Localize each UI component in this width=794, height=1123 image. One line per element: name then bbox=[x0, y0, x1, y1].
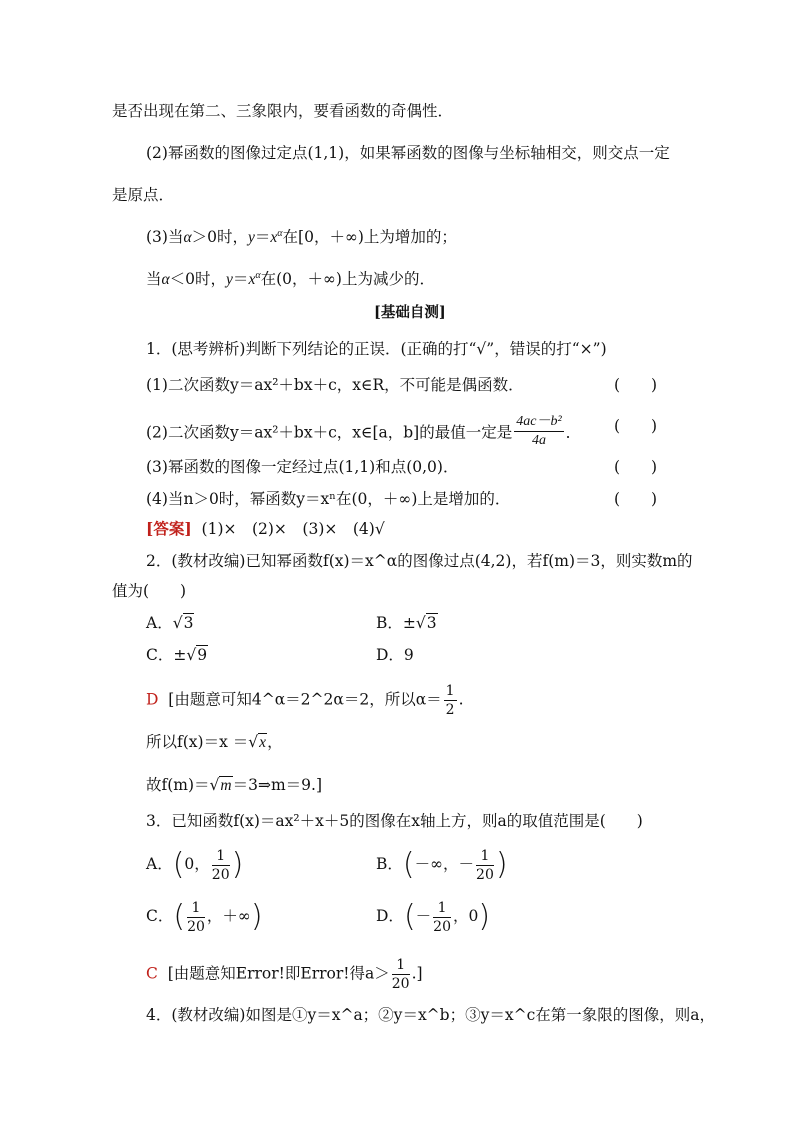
text-line: 是否出现在第二、三象限内，要看函数的奇偶性． bbox=[112, 102, 454, 120]
section-title: [基础自测] bbox=[374, 304, 446, 321]
q3-option-b: B．(－∞，－ $\frac{1}{20}$ ) bbox=[376, 847, 508, 883]
answer-paren: ( ) bbox=[614, 458, 658, 476]
q1-statement-4: (4)当n＞0时，幂函数y＝xⁿ在(0，＋∞)上是增加的． bbox=[146, 490, 511, 508]
solution-letter: C bbox=[146, 964, 158, 983]
q1-statement-1: (1)二次函数y＝ax²＋bx＋c，x∈R，不可能是偶函数． bbox=[146, 376, 524, 394]
q3-option-c: C．( $\frac{1}{20}$ ，＋∞) bbox=[146, 899, 263, 935]
q3-solution: C [由题意知Error!即Error!得a＞ $\frac{1}{20}$ .] bbox=[146, 957, 423, 992]
q1-answer: [答案] (1)× (2)× (3)× (4)√ bbox=[146, 519, 385, 538]
text-line: 当α＜0时，$y=x^\alpha$在(0，＋∞)上为减少的． bbox=[146, 270, 435, 288]
q1-statement-3: (3)幂函数的图像一定经过点(1,1)和点(0,0)． bbox=[146, 458, 459, 476]
q2-solution-3: 故f(m)＝√m＝3⇒m＝9.] bbox=[146, 776, 323, 794]
q3-option-d: D．(－ $\frac{1}{20}$ ，0) bbox=[376, 899, 491, 935]
q2-option-c: C．±√9 bbox=[146, 646, 208, 664]
answer-paren: ( ) bbox=[614, 376, 658, 394]
q1-statement-2: (2)二次函数y＝ax²＋bx＋c，x∈[a，b]的最值一定是 $\frac{\text{4ac－b²}}{4a}$ ． bbox=[146, 414, 582, 448]
answer-paren: ( ) bbox=[614, 490, 658, 508]
text-line: 是原点． bbox=[112, 186, 175, 204]
answer-paren: ( ) bbox=[614, 417, 658, 435]
question-2-stem-cont: 值为( ) bbox=[112, 582, 187, 600]
q3-option-a: A．(0， $\frac{1}{20}$ ) bbox=[146, 847, 244, 883]
question-1-stem: 1．(思考辨析)判断下列结论的正误．(正确的打“√”，错误的打“×”) bbox=[146, 340, 607, 358]
q2-solution-2: 所以f(x)＝x ＝√x， bbox=[146, 733, 283, 751]
text-line: (3)当α＞0时，$y=x^\alpha$在[0，＋∞)上为增加的； bbox=[146, 228, 457, 246]
question-2-stem: 2．(教材改编)已知幂函数f(x)＝x^α的图像过点(4,2)，若f(m)＝3，则实数m的 bbox=[146, 552, 693, 570]
text-line: (2)幂函数的图像过定点(1,1)，如果幂函数的图像与坐标轴相交，则交点一定 bbox=[146, 144, 670, 162]
q2-option-a: A．√3 bbox=[146, 614, 194, 632]
q2-option-b: B．±√3 bbox=[376, 614, 437, 632]
solution-letter: D bbox=[146, 690, 159, 709]
answer-tag: [答案] bbox=[146, 519, 192, 538]
q2-solution-1: D [由题意可知4^α＝2^2α＝2，所以α＝ $\frac{1}{2}$ . bbox=[146, 683, 464, 718]
question-4-stem: 4．(教材改编)如图是①y＝x^a；②y＝x^b；③y＝x^c在第一象限的图像，则a， bbox=[146, 1006, 715, 1024]
question-3-stem: 3．已知函数f(x)＝ax²＋x＋5的图像在x轴上方，则a的取值范围是( ) bbox=[146, 812, 643, 830]
q2-option-d: D．9 bbox=[376, 646, 414, 664]
